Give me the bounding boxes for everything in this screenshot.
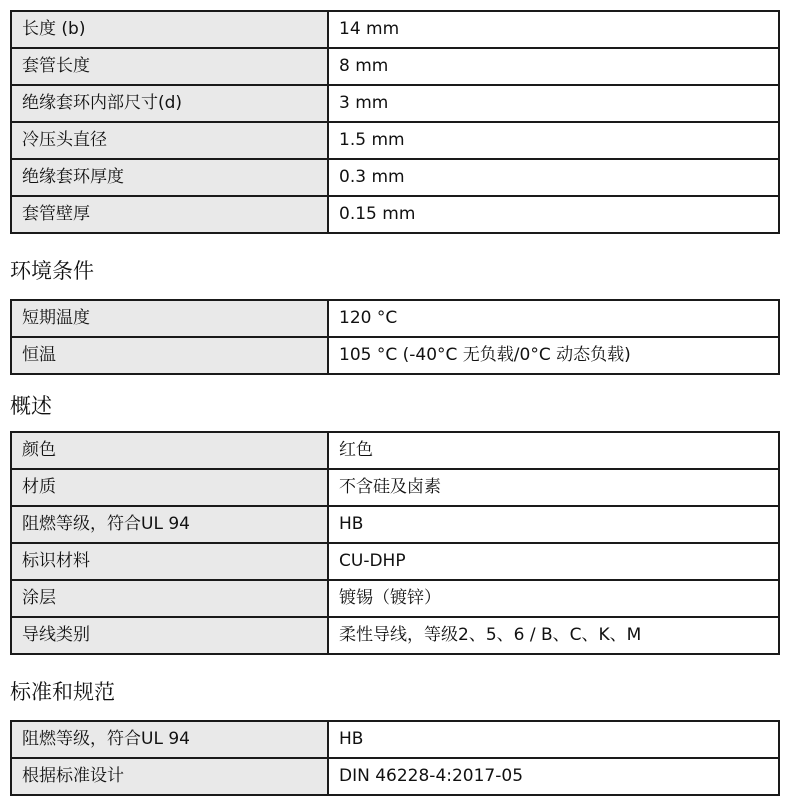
- spec-label: 冷压头直径: [11, 122, 328, 159]
- spec-value: 14 mm: [328, 11, 779, 48]
- table-row: [11, 122, 779, 159]
- spec-label: 标识材料: [11, 543, 328, 580]
- dimensions-section: [10, 10, 780, 234]
- table-row: [11, 580, 779, 617]
- spec-value: 红色: [328, 432, 779, 469]
- section-title-environment: 环境条件: [10, 259, 94, 283]
- spec-label: 长度 (b): [11, 11, 328, 48]
- spec-value: 8 mm: [328, 48, 779, 85]
- dimensions-table: [10, 10, 780, 234]
- spec-value: HB: [328, 721, 779, 758]
- spec-label: 阻燃等级，符合UL 94: [11, 721, 328, 758]
- spec-value: CU-DHP: [328, 543, 779, 580]
- spec-label: 绝缘套环内部尺寸(d): [11, 85, 328, 122]
- table-row: [11, 469, 779, 506]
- spec-label: 恒温: [11, 337, 328, 374]
- environment-table: [10, 299, 780, 375]
- spec-value: DIN 46228-4:2017-05: [328, 758, 779, 795]
- spec-label: 套管壁厚: [11, 196, 328, 233]
- table-row: [11, 506, 779, 543]
- spec-value: 不含硅及卤素: [328, 469, 779, 506]
- table-row: [11, 11, 779, 48]
- spec-label: 绝缘套环厚度: [11, 159, 328, 196]
- table-row: [11, 196, 779, 233]
- spec-value: 3 mm: [328, 85, 779, 122]
- spec-value: 0.3 mm: [328, 159, 779, 196]
- table-row: [11, 159, 779, 196]
- section-title-overview: 概述: [10, 394, 52, 418]
- overview-table: [10, 431, 780, 655]
- table-row: [11, 543, 779, 580]
- spec-label: 套管长度: [11, 48, 328, 85]
- spec-label: 导线类别: [11, 617, 328, 654]
- environment-section: [10, 299, 780, 375]
- spec-label: 材质: [11, 469, 328, 506]
- table-row: [11, 85, 779, 122]
- section-title-standards: 标准和规范: [10, 680, 115, 704]
- spec-value: 柔性导线，等级2、5、6 / B、C、K、M: [328, 617, 779, 654]
- overview-section: [10, 431, 780, 655]
- table-row: [11, 48, 779, 85]
- spec-value: 1.5 mm: [328, 122, 779, 159]
- spec-label: 颜色: [11, 432, 328, 469]
- spec-value: 105 °C (-40°C 无负载/0°C 动态负载): [328, 337, 779, 374]
- table-row: [11, 337, 779, 374]
- spec-value: HB: [328, 506, 779, 543]
- table-row: [11, 758, 779, 795]
- spec-label: 短期温度: [11, 300, 328, 337]
- spec-value: 0.15 mm: [328, 196, 779, 233]
- table-row: [11, 721, 779, 758]
- spec-label: 阻燃等级，符合UL 94: [11, 506, 328, 543]
- table-row: [11, 617, 779, 654]
- table-row: [11, 300, 779, 337]
- standards-table: [10, 720, 780, 796]
- spec-value: 120 °C: [328, 300, 779, 337]
- spec-label: 根据标准设计: [11, 758, 328, 795]
- spec-value: 镀锡（镀锌）: [328, 580, 779, 617]
- standards-section: [10, 720, 780, 796]
- table-row: [11, 432, 779, 469]
- spec-label: 涂层: [11, 580, 328, 617]
